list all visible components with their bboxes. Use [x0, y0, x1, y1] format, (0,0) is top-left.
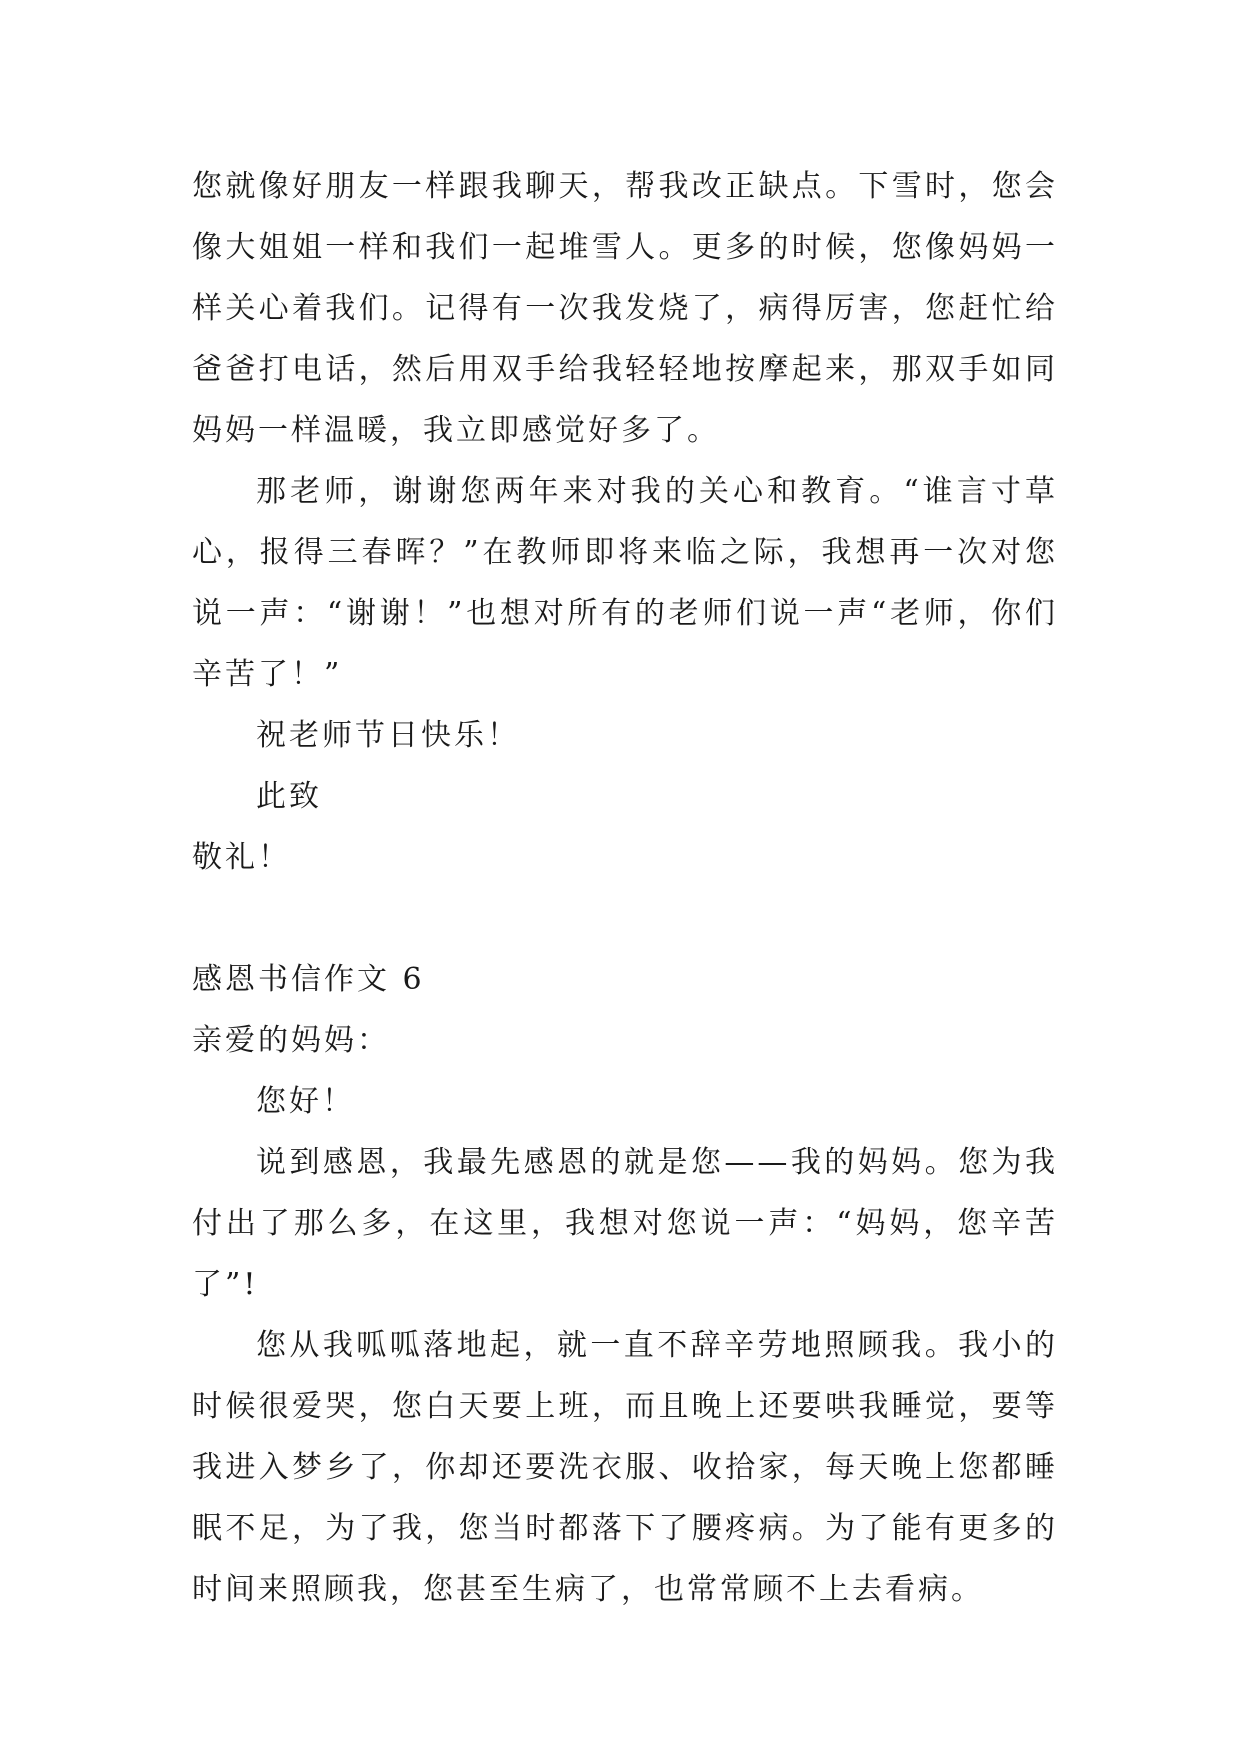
section-gap — [192, 888, 1058, 949]
greeting: 您好！ — [256, 1084, 355, 1119]
salutation: 亲爱的妈妈： — [192, 1023, 390, 1058]
closing-cizhi: 此致 — [256, 779, 322, 814]
paragraph-gratitude-mother: 说到感恩，我最先感恩的就是您——我的妈妈。您为我付出了那么多，在这里，我想对您说一声：“妈妈，您辛苦了”! — [192, 1145, 1058, 1302]
paragraph-teacher-care: 您就像好朋友一样跟我聊天，帮我改正缺点。下雪时，您会像大姐姐一样和我们一起堆雪人。更多的时候，您像妈妈一样关心着我们。记得有一次我发烧了，病得厉害，您赶忙给爸爸打电话，然后用双手给我轻轻地按摩起来，那双手如同妈妈一样温暖，我立即感觉好多了。 — [192, 169, 1058, 448]
closing-jingli: 敬礼！ — [192, 840, 291, 875]
paragraph-thanks-teacher: 那老师，谢谢您两年来对我的关心和教育。“谁言寸草心，报得三春晖？”在教师即将来临之际，我想再一次对您说一声：“谢谢！”也想对所有的老师们说一声“老师，你们辛苦了！” — [192, 474, 1058, 692]
section-title: 感恩书信作文 6 — [192, 962, 425, 997]
letter-body — [192, 156, 1058, 1620]
paragraph-mother-care: 您从我呱呱落地起，就一直不辞辛劳地照顾我。我小的时候很爱哭，您白天要上班，而且晚上还要哄我睡觉，要等我进入梦乡了，你却还要洗衣服、收拾家，每天晚上您都睡眠不足，为了我，您当时都落下了腰疼病。为了能有更多的时间来照顾我，您甚至生病了，也常常顾不上去看病。 — [192, 1328, 1058, 1607]
paragraph-holiday-wish: 祝老师节日快乐！ — [256, 718, 520, 753]
